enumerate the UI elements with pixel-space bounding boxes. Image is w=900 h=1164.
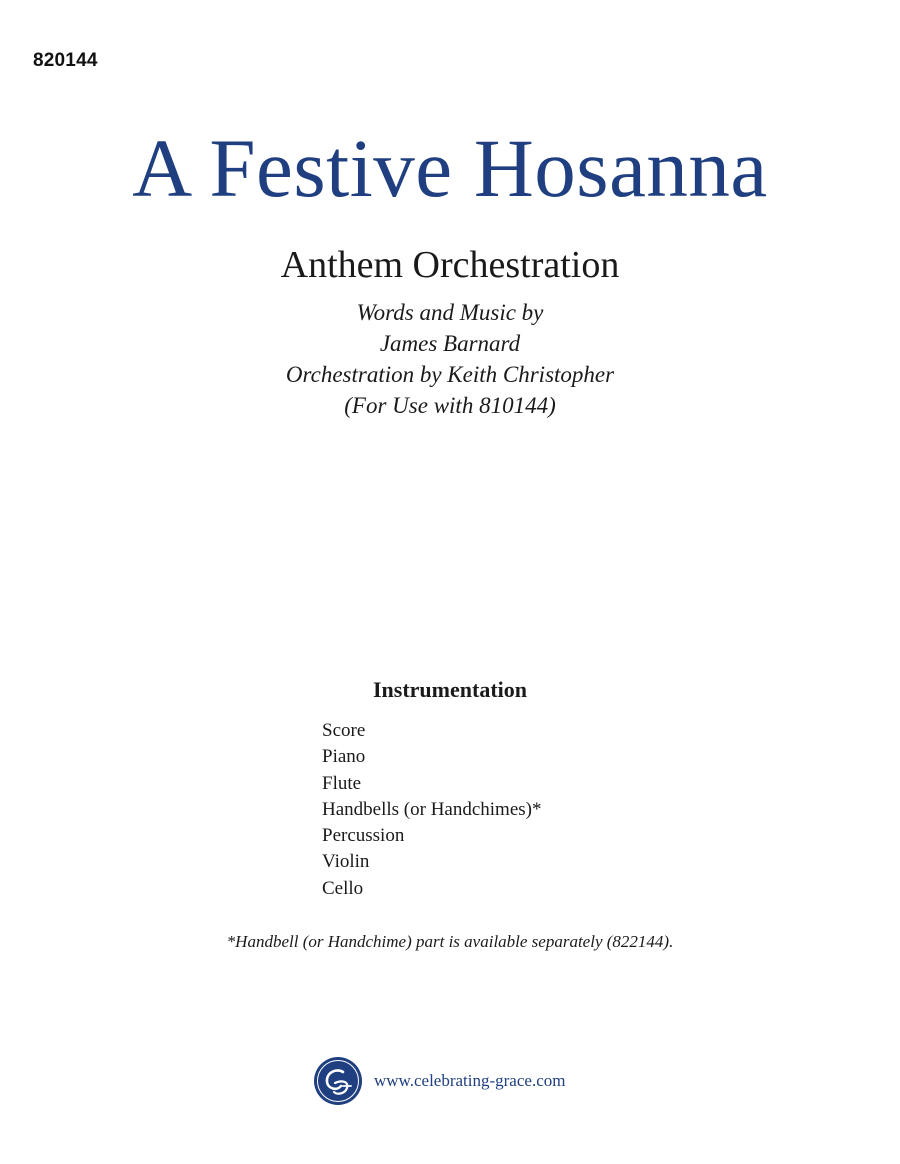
- instrumentation-list: [322, 718, 542, 902]
- credit-line: Orchestration by Keith Christopher: [285, 362, 615, 387]
- instrument-item: Flute: [322, 772, 362, 794]
- instrument-item: Cello: [322, 877, 364, 899]
- website-link[interactable]: www.celebrating-grace.com: [374, 1071, 566, 1090]
- instrument-item: Score: [322, 720, 366, 741]
- subtitle: Anthem Orchestration: [280, 244, 620, 286]
- credit-line: James Barnard: [379, 331, 521, 356]
- catalog-number: 820144: [33, 50, 98, 71]
- credits-block: [0, 297, 900, 421]
- page-title: A Festive Hosanna: [132, 122, 768, 214]
- footnote: *Handbell (or Handchime) part is available separately (822144).: [226, 932, 674, 951]
- instrument-item: Handbells (or Handchimes)*: [322, 798, 542, 820]
- instrument-item: Violin: [322, 851, 370, 873]
- celebrating-grace-logo-icon: [313, 1056, 363, 1106]
- instrument-item: Percussion: [322, 825, 405, 847]
- instrumentation-heading: Instrumentation: [372, 677, 527, 702]
- credit-line: (For Use with 810144): [344, 393, 556, 418]
- instrument-item: Piano: [322, 746, 366, 768]
- publisher-footer: [313, 1054, 565, 1108]
- credit-line: Words and Music by: [356, 300, 544, 325]
